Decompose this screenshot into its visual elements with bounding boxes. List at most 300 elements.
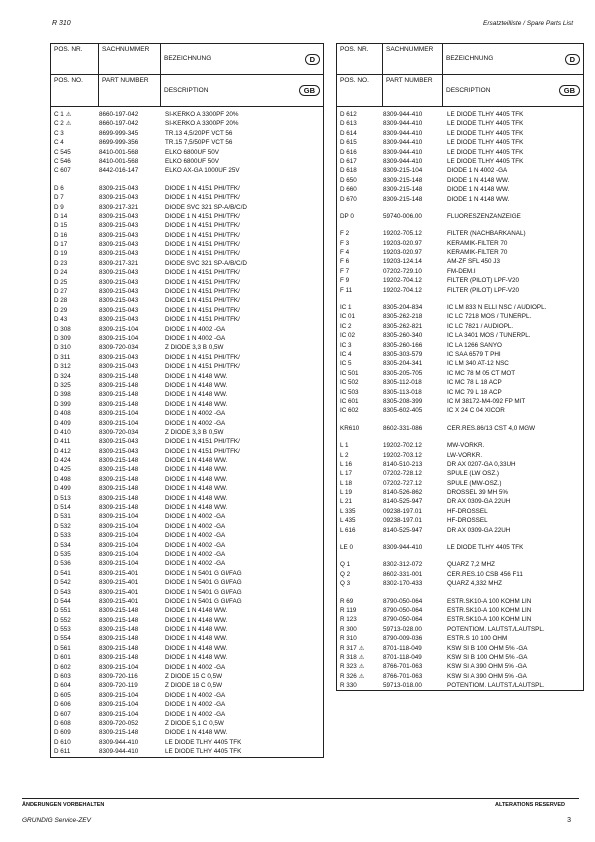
cell-description: DIODE 1 N 4148 WW. — [447, 186, 510, 194]
table-row — [51, 212, 323, 221]
cell-position — [51, 259, 99, 268]
cell-position — [51, 625, 99, 634]
cell-part-number: 8302-312-072 — [383, 561, 423, 569]
cell-description: DIODE 1 N 4151 PHI/TFK/ — [165, 222, 240, 230]
cell-position — [51, 129, 99, 138]
position-text: D 604 — [54, 682, 71, 690]
cell-position — [337, 378, 383, 387]
cell-position — [337, 239, 383, 248]
cell-position — [337, 479, 383, 488]
cell-description: FILTER (NACHBARKANAL) — [447, 230, 526, 238]
cell-description: ESTR.SK10-A 100 KOHM LIN — [447, 597, 532, 605]
cell-position — [337, 497, 383, 506]
cell-part-number: 8309-215-104 — [99, 663, 139, 671]
position-text: F 3 — [340, 239, 350, 247]
table-row — [337, 662, 583, 671]
cell-part-number: 8309-944-410 — [383, 157, 423, 165]
cell-description: LE DIODE TLHY 4405 TFK — [447, 148, 524, 156]
cell-position — [337, 469, 383, 478]
cell-description: DIODE 1 N 4148 WW. — [165, 391, 228, 399]
cell-part-number: 59713-028.00 — [383, 625, 422, 633]
cell-description: DIODE 1 N 4002 -GA — [165, 701, 226, 709]
cell-part-number: 8790-050-064 — [383, 616, 423, 624]
table-row — [51, 221, 323, 230]
position-text: D 650 — [340, 176, 357, 184]
cell-part-number: 8309-215-104 — [99, 541, 139, 549]
cell-position — [51, 456, 99, 465]
table-row — [51, 343, 323, 352]
cell-position — [51, 663, 99, 672]
cell-position — [337, 110, 383, 119]
cell-part-number: 8602-331-086 — [383, 424, 423, 432]
position-text: L 17 — [340, 470, 353, 478]
cell-position — [51, 672, 99, 681]
section-title: Ersatzteilliste / Spare Parts List — [483, 20, 573, 27]
cell-part-number: 8305-113-018 — [383, 388, 422, 396]
position-text: D 605 — [54, 691, 71, 699]
position-text: D 544 — [54, 597, 71, 605]
table-row — [337, 303, 583, 312]
position-text: F 2 — [340, 230, 350, 238]
cell-description: QUARZ 4,332 MHZ — [447, 580, 502, 588]
cell-description: DIODE 1 N 4002 -GA — [165, 691, 226, 699]
position-text: D 9 — [54, 203, 64, 211]
cell-part-number: 8305-112-018 — [383, 379, 422, 387]
header-desc-de: BEZEICHNUNG — [164, 55, 212, 63]
table-row — [51, 559, 323, 568]
table-row — [51, 447, 323, 456]
cell-description: CER.RES.10 CSB 456 F11 — [447, 570, 523, 578]
cell-part-number: 19202-703.12 — [383, 451, 422, 459]
position-text: R 330 — [340, 682, 357, 690]
cell-description: FLUORESZENZANZEIGE — [447, 212, 521, 220]
cell-part-number: 8309-215-148 — [99, 466, 139, 474]
cell-position — [337, 579, 383, 588]
cell-position — [337, 276, 383, 285]
position-text: D 615 — [340, 139, 357, 147]
cell-position — [51, 231, 99, 240]
position-text: D 29 — [54, 306, 68, 314]
cell-description: Z DIODE 15 C 0,5W — [165, 673, 223, 681]
cell-description: DIODE 1 N 4148 WW. — [165, 616, 228, 624]
position-text: D 308 — [54, 325, 71, 333]
cell-position — [51, 653, 99, 662]
cell-part-number: 8309-215-148 — [99, 400, 139, 408]
table-row — [51, 738, 323, 747]
position-text: D 613 — [340, 120, 357, 128]
cell-description: DIODE 1 N 4002 -GA — [447, 167, 508, 175]
position-text: C 607 — [54, 167, 71, 175]
cell-part-number: 8309-215-148 — [99, 381, 139, 389]
cell-description: KERAMIK-FILTER 70 — [447, 249, 508, 257]
table-row — [337, 239, 583, 248]
table-row — [51, 541, 323, 550]
position-text: D 14 — [54, 212, 68, 220]
cell-part-number: 8309-215-148 — [99, 654, 139, 662]
table-row — [51, 475, 323, 484]
cell-position — [51, 447, 99, 456]
cell-position — [337, 460, 383, 469]
cell-part-number: 8309-215-104 — [99, 419, 139, 427]
table-row — [337, 526, 583, 535]
table-row — [337, 497, 583, 506]
cell-part-number: 8305-303-579 — [383, 350, 423, 358]
cell-part-number: 8309-215-043 — [99, 194, 139, 202]
position-text: D 603 — [54, 673, 71, 681]
cell-description: KSW SI B 100 OHM 5% -GA — [447, 644, 528, 652]
position-text: D 514 — [54, 504, 71, 512]
cell-part-number: 8442-016-147 — [99, 167, 139, 175]
cell-description: LE DIODE TLHY 4405 TFK — [165, 738, 242, 746]
position-text: Q 2 — [340, 570, 351, 578]
cell-description: HF-DROSSEL — [447, 507, 488, 515]
position-text: D 499 — [54, 485, 71, 493]
table-row — [337, 672, 583, 681]
cell-part-number: 8305-262-218 — [383, 313, 423, 321]
cell-part-number: 8309-215-148 — [99, 475, 139, 483]
cell-description: DIODE 1 N 4002 -GA — [165, 522, 226, 530]
table-row — [337, 229, 583, 238]
cell-part-number: 8309-944-410 — [99, 748, 139, 756]
position-text: D 312 — [54, 363, 71, 371]
table-row — [51, 465, 323, 474]
position-text: IC 502 — [340, 379, 359, 387]
cell-description: SI-KERKO A 3300PF 20% — [165, 120, 239, 128]
table-row — [51, 296, 323, 305]
table-row — [51, 231, 323, 240]
cell-part-number: 8305-260-166 — [383, 341, 423, 349]
table-row — [337, 185, 583, 194]
cell-position — [51, 110, 99, 119]
position-text: L 616 — [340, 526, 356, 534]
cell-part-number: 8309-215-104 — [99, 513, 139, 521]
cell-position — [51, 437, 99, 446]
position-text: D 310 — [54, 344, 71, 352]
table-row — [337, 460, 583, 469]
cell-position — [51, 494, 99, 503]
cell-position — [51, 287, 99, 296]
cell-description: Z DIODE 18 C 0,5W — [165, 682, 223, 690]
table-row — [51, 531, 323, 540]
table-row — [337, 479, 583, 488]
section-gap — [337, 433, 583, 441]
cell-position — [337, 507, 383, 516]
cell-part-number: 19202-702.12 — [383, 442, 422, 450]
cell-part-number: 8309-720-034 — [99, 428, 139, 436]
cell-position — [51, 400, 99, 409]
position-text: C 3 — [54, 129, 64, 137]
position-text: D 608 — [54, 720, 71, 727]
cell-description: FM-DEM.I — [447, 267, 476, 275]
cell-description: DIODE 1 N 4148 WW. — [165, 626, 228, 634]
safety-warning-icon: ⚠ — [65, 121, 72, 128]
cell-part-number: 8309-215-148 — [99, 391, 139, 399]
position-text: L 335 — [340, 507, 356, 515]
rows-left — [51, 107, 323, 757]
cell-position — [51, 541, 99, 550]
position-text: D 325 — [54, 381, 71, 389]
cell-position — [51, 325, 99, 334]
cell-description: DIODE 1 N 4002 -GA — [165, 550, 226, 558]
cell-description: DIODE 1 N 4151 PHI/TFK/ — [165, 194, 240, 202]
cell-position — [337, 129, 383, 138]
position-text: R 69 — [340, 597, 354, 605]
cell-position — [337, 138, 383, 147]
cell-description: DIODE 1 N 4148 WW. — [165, 654, 228, 662]
cell-description: LE DIODE TLHY 4405 TFK — [165, 748, 242, 756]
position-text: IC 4 — [340, 350, 352, 358]
cell-part-number: 8309-215-043 — [99, 363, 139, 371]
cell-part-number: 8309-215-148 — [99, 485, 139, 493]
cell-description: LE DIODE TLHY 4405 TFK — [447, 139, 524, 147]
cell-position — [51, 166, 99, 175]
cell-description: SPULE (MW-OSZ.) — [447, 479, 502, 487]
cell-description: DIODE 1 N 4148 WW. — [165, 466, 228, 474]
header-pos-de: POS. NR. — [51, 44, 98, 75]
table-row — [337, 597, 583, 606]
position-text: D 424 — [54, 457, 71, 465]
cell-part-number: 8766-701-063 — [383, 672, 423, 680]
cell-description: DIODE 1 N 4002 -GA — [165, 419, 226, 427]
cell-part-number: 8309-215-104 — [99, 710, 139, 718]
table-row — [51, 578, 323, 587]
cell-part-number: 19203-020.97 — [383, 239, 422, 247]
table-row — [51, 494, 323, 503]
cell-part-number: 8309-215-043 — [99, 288, 139, 296]
parts-table-right — [336, 43, 584, 691]
position-text: IC 602 — [340, 407, 359, 415]
cell-position — [51, 419, 99, 428]
cell-part-number: 8140-525-947 — [383, 498, 423, 506]
table-row — [51, 484, 323, 493]
cell-part-number: 8309-944-410 — [383, 120, 423, 128]
cell-description: IC LA 3401 MOS / TUNERPL. — [447, 332, 531, 340]
cell-description: IC LM 833 N ELLI NSC / AUDIOPL. — [447, 304, 547, 312]
cell-position — [337, 148, 383, 157]
table-row — [51, 400, 323, 409]
cell-part-number: 8602-331-001 — [383, 570, 423, 578]
table-row — [51, 119, 323, 128]
position-text: D 311 — [54, 353, 71, 361]
table-row — [337, 195, 583, 204]
table-row — [51, 428, 323, 437]
table-row — [337, 606, 583, 615]
cell-position — [51, 353, 99, 362]
position-text: KR610 — [340, 424, 360, 432]
cell-position — [51, 343, 99, 352]
cell-part-number: 8410-001-568 — [99, 148, 139, 156]
cell-part-number: 8305-260-340 — [383, 332, 423, 340]
table-row — [337, 331, 583, 340]
table-row — [51, 616, 323, 625]
table-row — [51, 240, 323, 249]
cell-position — [51, 588, 99, 597]
table-row — [51, 325, 323, 334]
cell-part-number: 8309-944-410 — [383, 148, 423, 156]
cell-description: DIODE 1 N 4148 WW. — [165, 607, 228, 615]
cell-part-number: 8309-720-116 — [99, 673, 138, 681]
cell-description: TR.15 7,5/50PF VCT 56 — [165, 139, 233, 147]
cell-part-number: 8305-208-399 — [383, 397, 423, 405]
cell-position — [337, 212, 383, 221]
table-row — [51, 259, 323, 268]
position-text: R 326 — [340, 672, 357, 680]
cell-part-number: 8302-170-433 — [383, 580, 423, 588]
cell-part-number: 8660-197-042 — [99, 111, 139, 118]
lang-badge-de: D — [565, 54, 580, 65]
position-text: L 18 — [340, 479, 353, 487]
cell-part-number: 8410-001-568 — [99, 157, 139, 165]
table-row — [51, 597, 323, 606]
position-text: D 542 — [54, 579, 71, 587]
cell-part-number: 8309-217-321 — [99, 259, 139, 267]
position-text: D 554 — [54, 635, 71, 643]
cell-part-number: 8305-262-821 — [383, 322, 423, 330]
table-row — [51, 522, 323, 531]
cell-description: ELKO 6800UF 50V — [165, 157, 219, 165]
cell-part-number: 07202-729.10 — [383, 267, 422, 275]
cell-position — [337, 312, 383, 321]
lang-badge-gb: GB — [559, 85, 580, 96]
cell-position — [337, 570, 383, 579]
page-number: 3 — [567, 817, 571, 824]
cell-description: DIODE 1 N 4002 -GA — [165, 560, 226, 568]
position-text: D 23 — [54, 259, 68, 267]
cell-part-number: 8309-944-410 — [383, 139, 423, 147]
cell-position — [51, 634, 99, 643]
cell-description: KSW SI A 390 OHM 5% -GA — [447, 672, 527, 680]
cell-description: IC X 24 C 04 XICOR — [447, 407, 505, 415]
position-text: Q 3 — [340, 580, 351, 588]
position-text: F 6 — [340, 258, 350, 266]
cell-position — [51, 381, 99, 390]
safety-warning-icon: ⚠ — [358, 664, 365, 671]
position-text: R 123 — [340, 616, 357, 624]
header-pos-en: POS. NO. — [340, 77, 369, 84]
table-row — [51, 681, 323, 690]
cell-position — [51, 606, 99, 615]
header-part-en: PART NUMBER — [102, 77, 149, 84]
cell-position — [337, 406, 383, 415]
cell-description: DIODE 1 N 4148 WW. — [447, 176, 510, 184]
table-row — [51, 672, 323, 681]
table-row — [337, 166, 583, 175]
cell-description: DIODE 1 N 4148 WW. — [165, 372, 228, 380]
cell-part-number: 19202-704.12 — [383, 277, 422, 285]
cell-part-number: 8309-215-104 — [99, 532, 139, 540]
cell-position — [51, 531, 99, 540]
cell-description: CER.RES.86/13 CST 4,0 MGW — [447, 424, 536, 432]
cell-description: MW-VORKR. — [447, 442, 485, 450]
cell-part-number: 8309-215-104 — [99, 550, 139, 558]
cell-part-number: 19202-705.12 — [383, 230, 422, 238]
position-text: D 6 — [54, 184, 64, 192]
table-row — [51, 606, 323, 615]
cell-part-number: 19203-020.97 — [383, 249, 422, 257]
cell-description: DIODE 1 N 4002 -GA — [165, 710, 226, 718]
position-text: D 425 — [54, 466, 71, 474]
cell-part-number: 8305-204-341 — [383, 360, 423, 368]
position-text: D 533 — [54, 532, 71, 540]
cell-description: DIODE 1 N 4148 WW. — [165, 400, 228, 408]
section-gap — [337, 535, 583, 543]
cell-description: IC LC 7821 / AUDIOPL. — [447, 322, 514, 330]
cell-part-number: 8660-197-042 — [99, 120, 139, 128]
table-row — [337, 322, 583, 331]
cell-position — [337, 625, 383, 634]
cell-part-number: 8309-215-104 — [99, 522, 139, 530]
table-row — [337, 615, 583, 624]
table-row — [337, 397, 583, 406]
position-text: D 535 — [54, 550, 71, 558]
cell-description: DIODE 1 N 4151 PHI/TFK/ — [165, 447, 240, 455]
position-text: D 541 — [54, 569, 71, 577]
cell-part-number: 8309-215-043 — [99, 316, 139, 324]
cell-part-number: 8309-215-148 — [99, 644, 139, 652]
cell-part-number: 8309-215-043 — [99, 297, 139, 305]
section-gap — [337, 204, 583, 212]
model-name: R 310 — [52, 20, 71, 27]
position-text: D 618 — [340, 167, 357, 175]
table-row — [337, 267, 583, 276]
cell-position — [51, 559, 99, 568]
footer-brand: GRUNDIG Service-ZEV — [22, 817, 91, 824]
header-desc-de: BEZEICHNUNG — [446, 55, 494, 63]
position-text: D 607 — [54, 710, 71, 718]
position-text: IC 501 — [340, 369, 359, 377]
cell-position — [51, 268, 99, 277]
cell-description: LE DIODE TLHY 4405 TFK — [447, 157, 524, 165]
cell-part-number: 8309-215-401 — [99, 597, 139, 605]
cell-position — [337, 516, 383, 525]
cell-part-number: 8309-215-148 — [99, 626, 139, 634]
table-row — [337, 406, 583, 415]
cell-position — [337, 653, 383, 662]
cell-description: DIODE 1 N 4148 WW. — [165, 475, 228, 483]
table-header — [337, 44, 583, 107]
cell-position — [51, 747, 99, 756]
position-text: D 614 — [340, 129, 357, 137]
cell-description: DIODE 1 N 4148 WW. — [165, 635, 228, 643]
cell-description: DIODE 1 N 4151 PHI/TFK/ — [165, 269, 240, 277]
table-row — [337, 129, 583, 138]
footer-note-en: ALTERATIONS RESERVED — [495, 802, 565, 808]
cell-part-number: 8140-525-947 — [383, 526, 423, 534]
cell-part-number: 8309-215-104 — [99, 691, 139, 699]
cell-description: DIODE 1 N 4151 PHI/TFK/ — [165, 306, 240, 314]
cell-position — [51, 315, 99, 324]
position-text: D 498 — [54, 475, 71, 483]
position-text: R 318 — [340, 653, 357, 661]
lang-badge-de: D — [305, 54, 320, 65]
table-row — [51, 419, 323, 428]
cell-description: ESTR.S 10 100 OHM — [447, 635, 508, 643]
cell-description: TR.13 4,5/20PF VCT 56 — [165, 129, 233, 137]
cell-description: DIODE 1 N 4151 PHI/TFK/ — [165, 353, 240, 361]
table-row — [51, 644, 323, 653]
position-text: D 398 — [54, 391, 71, 399]
table-row — [51, 569, 323, 578]
cell-position — [51, 597, 99, 606]
cell-description: LW-VORKR. — [447, 451, 483, 459]
position-text: D 7 — [54, 194, 64, 202]
table-row — [51, 306, 323, 315]
cell-description: LE DIODE TLHY 4405 TFK — [447, 544, 524, 552]
position-text: D 43 — [54, 316, 68, 324]
table-row — [51, 503, 323, 512]
table-row — [51, 456, 323, 465]
cell-description: DR AX 0309-GA 22UH — [447, 526, 511, 534]
